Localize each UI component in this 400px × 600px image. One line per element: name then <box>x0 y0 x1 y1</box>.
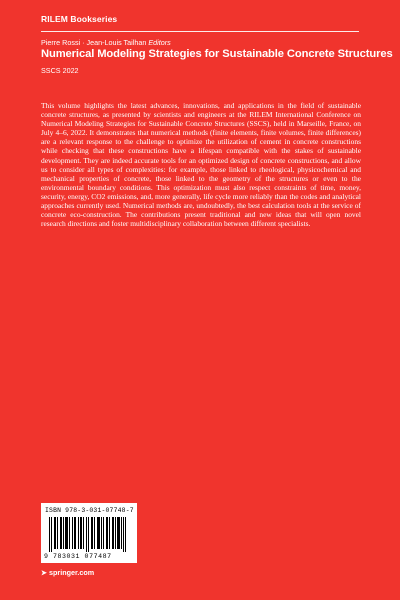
book-description: This volume highlights the latest advances, innovations, and applications in the field of sustainable concrete structures, as presented by scientists and engineers at the RILEM International Conference on Numerical Modeling Strategies for Sustainable Concrete Structures (SSCS), held in Marseille, France, on July 4–6, 2022. It demonstrates that numerical methods (finite elements, finite volumes, finite differences) are a relevant response to the challenge to optimize the utilization of cement in concrete constructions while checking that these constructions have a lifespan compatible with the stakes of sustainable development. They are indeed accurate tools for an optimized design of concrete constructions, and allow us to consider all types of complexities: for example, those linked to rheological, physicochemical and mechanical properties of concrete, those linked to the geometry of the structures or even to the environmental boundary conditions. This optimization must also respect constraints of time, money, security, energy, CO2 emissions, and, more generally, life cycle more reliably than the codes and analytical approaches currently used. Numerical methods are, undoubtedly, the best calculation tools at the service of concrete eco-construction. The contributions present traditional and new ideas that will open novel research directions and foster multidisciplinary collaboration between different specialists. <box>41 101 361 229</box>
book-subtitle: SSCS 2022 <box>41 66 79 75</box>
book-title: Numerical Modeling Strategies for Sustainable Concrete Structures <box>41 48 393 60</box>
publisher-website[interactable] <box>41 568 94 577</box>
barcode-digits: 9 783031 077487 <box>44 553 112 560</box>
barcode-icon <box>45 517 133 552</box>
header-rule <box>41 31 359 32</box>
editor-names: Pierre Rossi · Jean-Louis Tailhan <box>41 38 147 47</box>
editors-line <box>41 38 171 47</box>
editors-role: Editors <box>148 38 171 47</box>
isbn-label: ISBN 978-3-031-07748-7 <box>45 507 134 514</box>
arrow-right-icon: ➤ <box>41 568 48 577</box>
website-label: springer.com <box>49 568 95 577</box>
series-name: RILEM Bookseries <box>41 14 118 24</box>
barcode-box <box>41 503 137 563</box>
